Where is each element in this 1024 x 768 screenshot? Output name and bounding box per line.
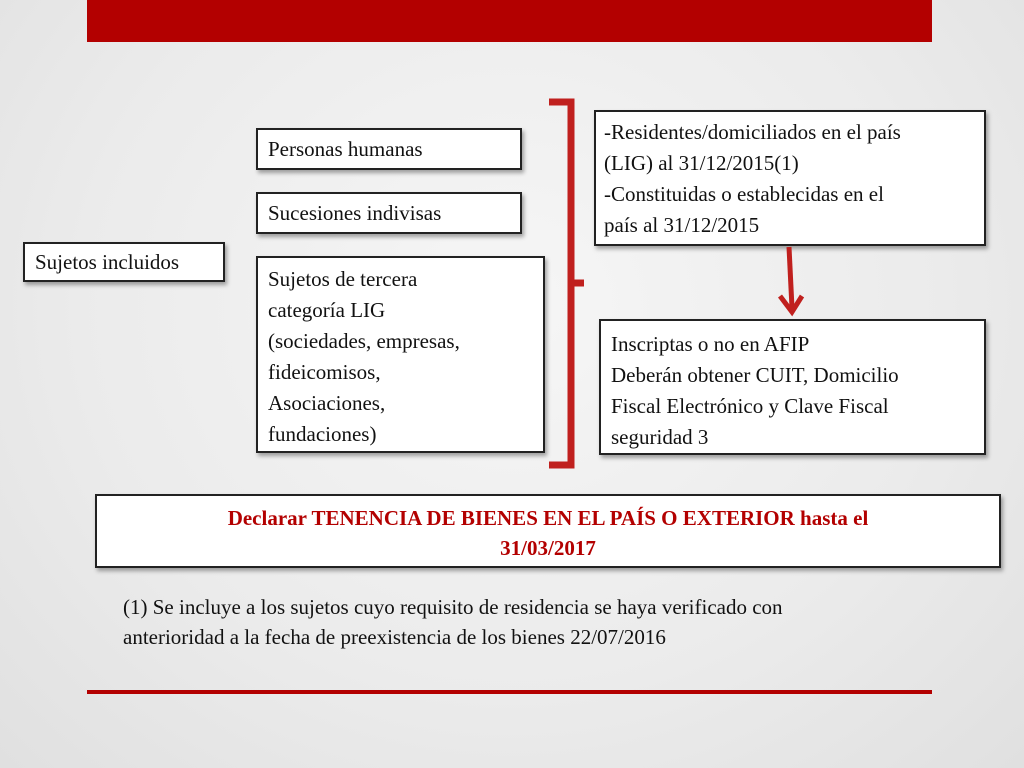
- down-arrow-shaft: [789, 247, 792, 308]
- third-category-line: fundaciones): [268, 422, 377, 446]
- residency-line: (LIG) al 31/12/2015(1): [604, 151, 799, 175]
- third-category-line: Asociaciones,: [268, 391, 386, 415]
- third-category-line: fideicomisos,: [268, 360, 381, 384]
- right-square-bracket: [549, 102, 584, 465]
- footnote-line: anterioridad a la fecha de preexistencia de los bienes 22/07/2016: [123, 625, 666, 649]
- third-category-line: (sociedades, empresas,: [268, 329, 460, 353]
- registration-line: Deberán obtener CUIT, Domicilio: [611, 363, 899, 387]
- residency-line: -Residentes/domiciliados en el país: [604, 120, 901, 144]
- registration-line: Inscriptas o no en AFIP: [611, 332, 810, 356]
- registration-line: seguridad 3: [611, 425, 709, 449]
- third-category-line: categoría LIG: [268, 298, 386, 322]
- third-category-line: Sujetos de tercera: [268, 267, 418, 291]
- registration-line: Fiscal Electrónico y Clave Fiscal: [611, 394, 889, 418]
- footnote: [123, 592, 963, 652]
- residency-line: país al 31/12/2015: [604, 213, 760, 237]
- subjects-included-label: Sujetos incluidos: [35, 250, 180, 274]
- undivided-estates-label: Sucesiones indivisas: [268, 201, 442, 225]
- residency-line: -Constituidas o establecidas en el: [604, 182, 884, 206]
- bottom-accent-rule: [87, 690, 932, 694]
- footnote-line: (1) Se incluye a los sujetos cuyo requisito de residencia se haya verificado con: [123, 595, 783, 619]
- natural-persons-label: Personas humanas: [268, 137, 423, 161]
- declaration-line: 31/03/2017: [500, 536, 596, 560]
- declaration-line: Declarar TENENCIA DE BIENES EN EL PAÍS O EXTERIOR hasta el: [227, 506, 869, 530]
